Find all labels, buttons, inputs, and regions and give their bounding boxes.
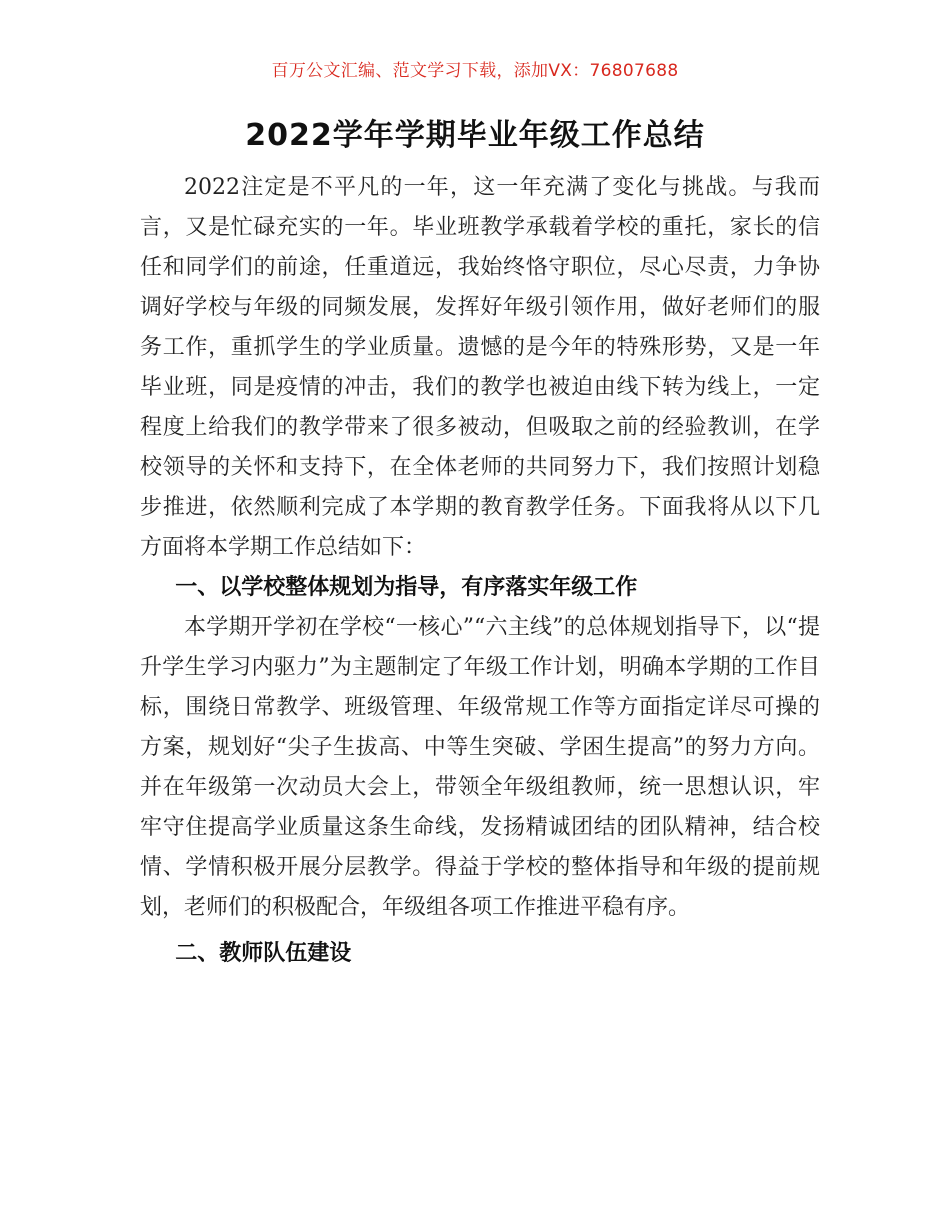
page-title: 2022学年学期毕业年级工作总结 <box>245 118 705 153</box>
intro-paragraph: 2022注定是不平凡的一年，这一年充满了变化与挑战。与我而言，又是忙碌充实的一年。毕业班教学承载着学校的重托，家长的信任和同学们的前途，任重道远，我始终恪守职位，尽心尽责，力争协调好学校与年级的同频发展，发挥好年级引领作用，做好老师们的服务工作，重抓学生的学业质量。遗憾的是今年的特殊形势，又是一年毕业班，同是疫情的冲击，我们的教学也被迫由线下转为线上，一定程度上给我们的教学带来了很多被动，但吸取之前的经验教训，在学校领导的关怀和支持下，在全体老师的共同努力下，我们按照计划稳步推进，依然顺利完成了本学期的教育教学任务。下面我将从以下几方面将本学期工作总结如下： <box>140 175 820 560</box>
section-heading-2: 二、教师队伍建设 <box>175 941 352 966</box>
document-body <box>140 168 820 974</box>
header-ad-note: 百万公文汇编、范文学习下载，添加VX：76807688 <box>271 61 679 81</box>
section-1-paragraph: 本学期开学初在学校“一核心”“六主线”的总体规划指导下，以“提升学生学习内驱力”为主题制定了年级工作计划，明确本学期的工作目标，围绕日常教学、班级管理、年级常规工作等方面指定详尽可操的方案，规划好“尖子生拔高、中等生突破、学困生提高”的努力方向。并在年级第一次动员大会上，带领全年级组教师，统一思想认识，牢牢守住提高学业质量这条生命线，发扬精诚团结的团队精神，结合校情、学情积极开展分层教学。得益于学校的整体指导和年级的提前规划，老师们的积极配合，年级组各项工作推进平稳有序。 <box>140 615 820 920</box>
section-heading-1: 一、以学校整体规划为指导，有序落实年级工作 <box>175 575 638 600</box>
